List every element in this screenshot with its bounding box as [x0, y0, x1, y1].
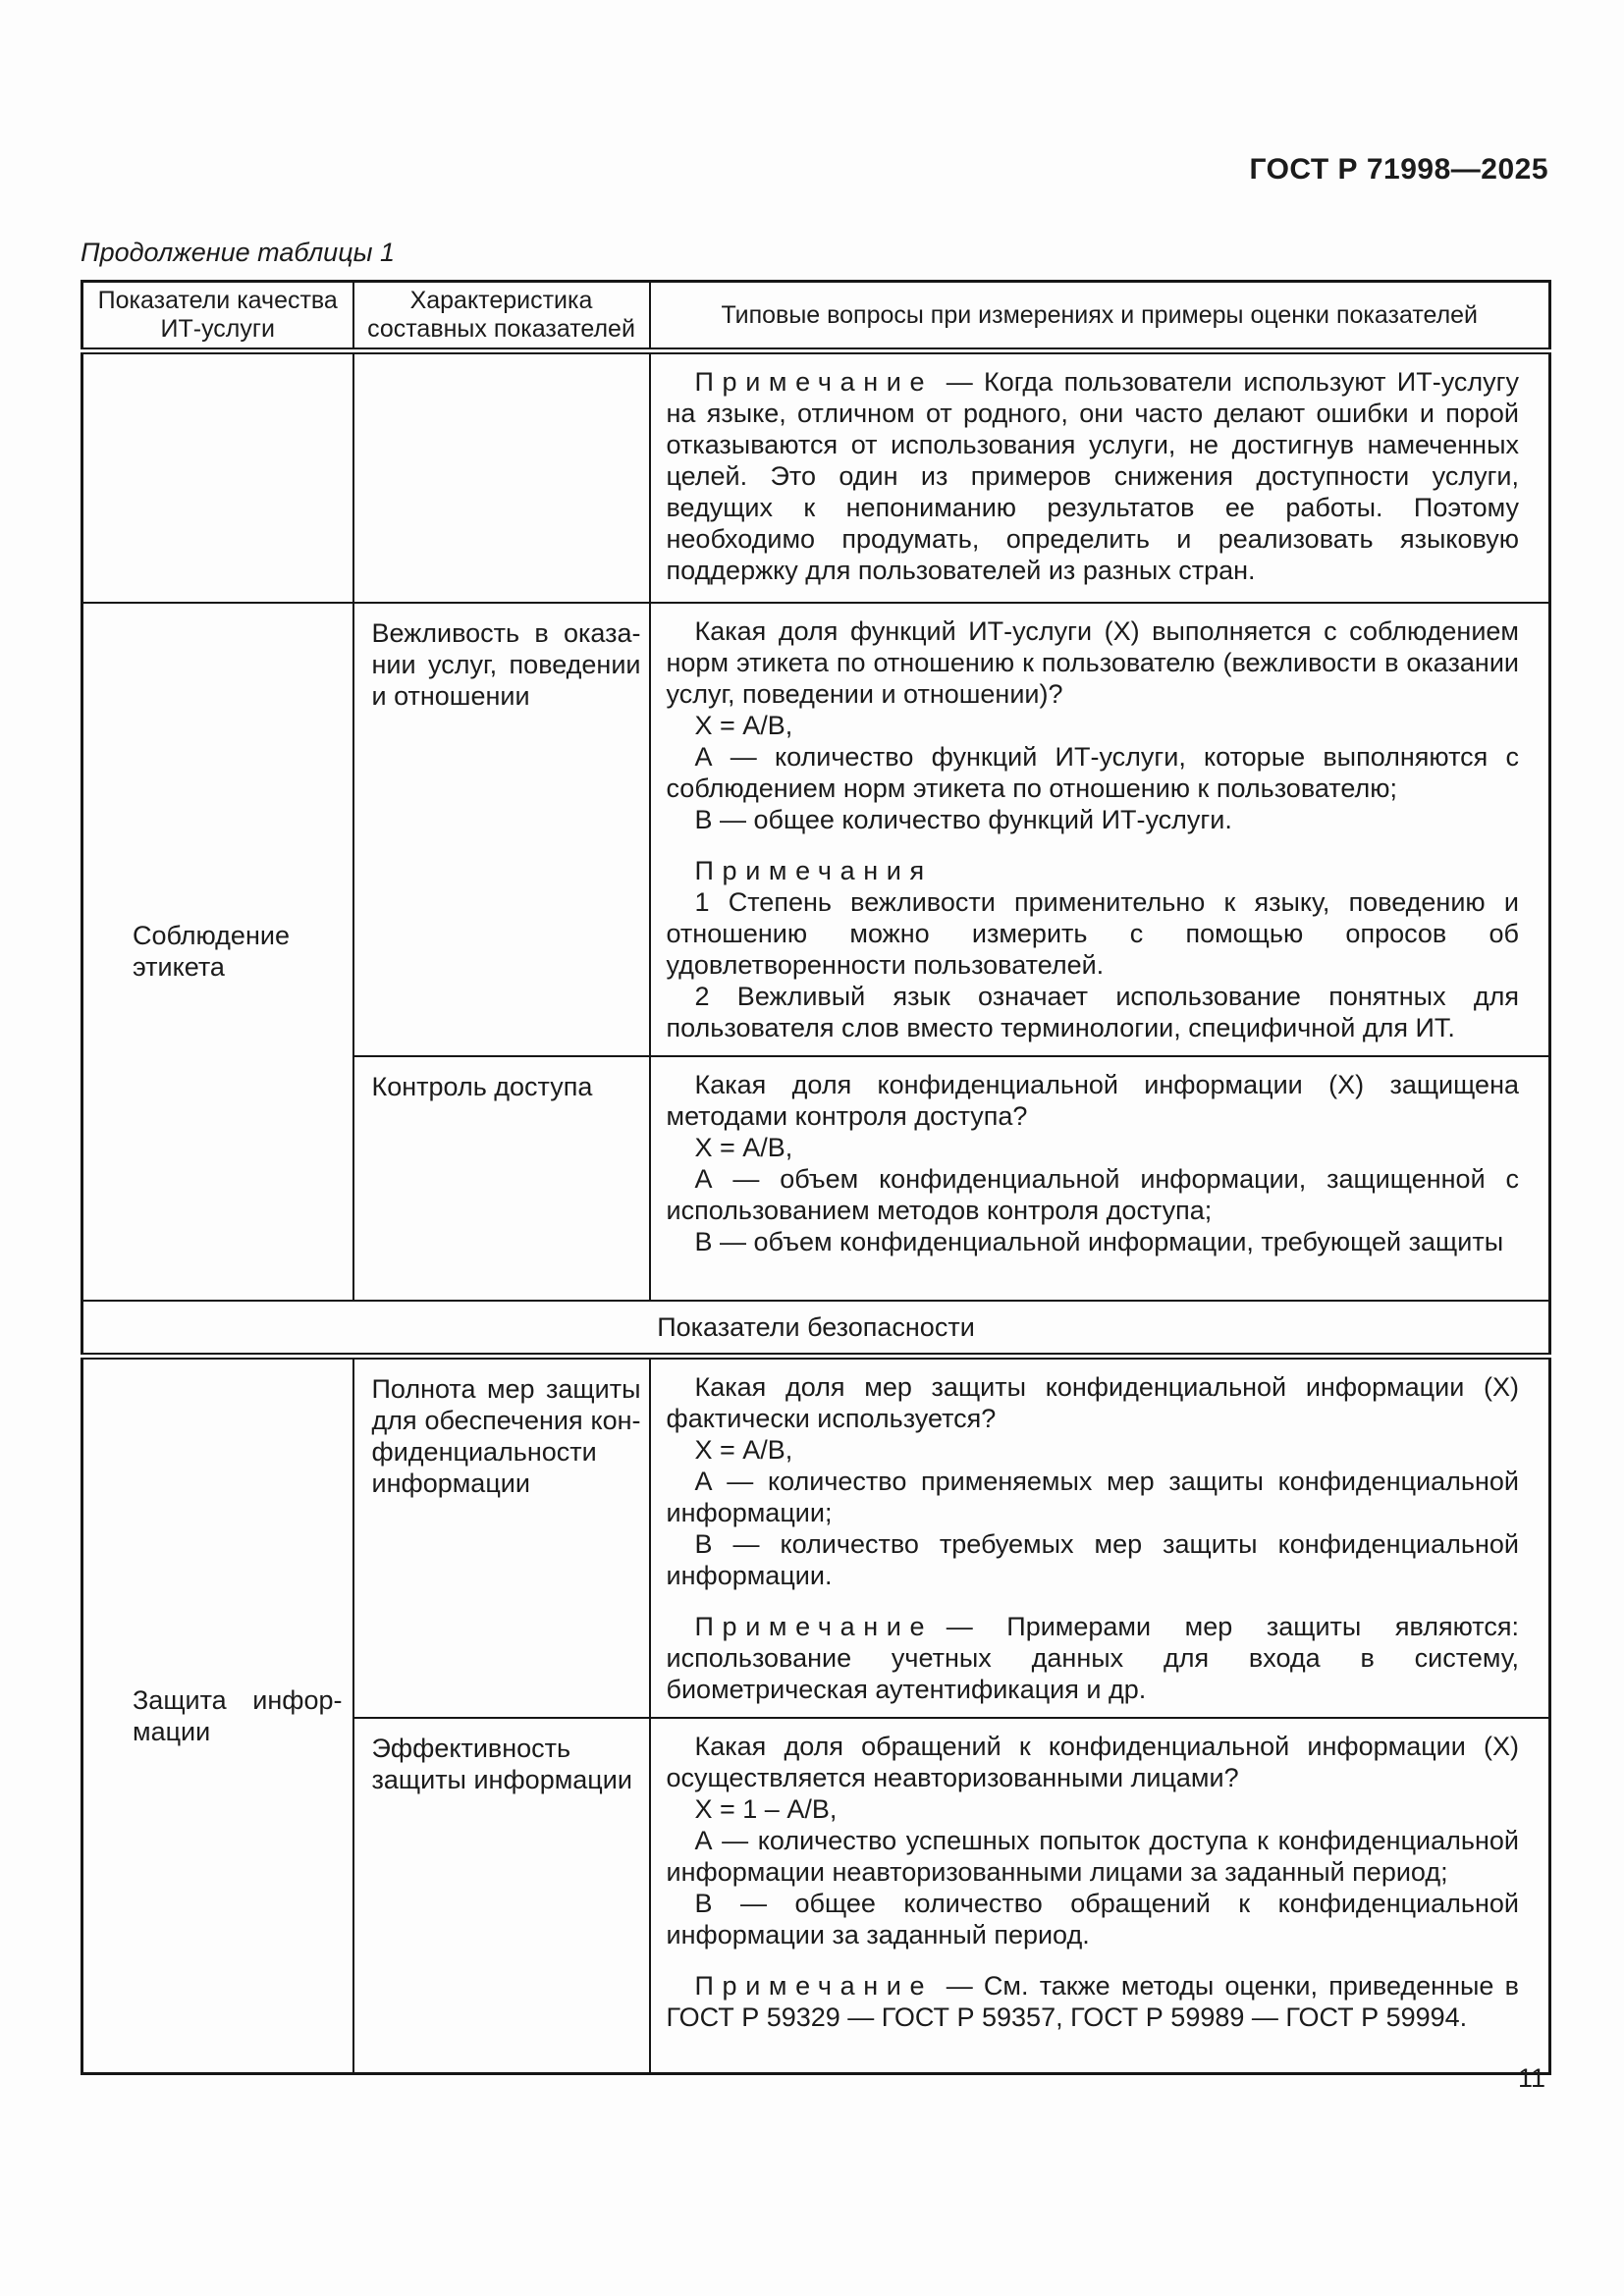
characteristic-politeness-cell: Вежливость в оказании услуг, поведении и отношении	[353, 603, 650, 1056]
question-paragraph: Какая доля обращений к конфиденциальной информации (X) осуществляется неавторизованными лицами?	[666, 1732, 1519, 1792]
question-paragraph: Какая доля конфиденциальной информации (X) защищена методами контроля доступа?	[666, 1069, 1519, 1131]
definition-b: В — общее количество функций ИТ-услуги.	[694, 804, 1232, 834]
carryover-note-cell	[650, 351, 1550, 603]
note-item: 2 Вежливый язык означает использование понятных для пользователя слов вместо терминологии, специфичной для ИТ.	[666, 981, 1519, 1042]
question-paragraph: Какая доля мер защиты конфиденциальной информации (X) фактически используется?	[666, 1372, 1519, 1433]
characteristic-access-control-cell: Контроль доступа	[353, 1056, 650, 1301]
note	[667, 366, 1520, 586]
definition-b: В — общее количество обращений к конфиденциальной информации за заданный период.	[666, 1889, 1519, 1949]
page-number: 11	[1517, 2063, 1545, 2093]
definition-a: А — количество функций ИТ-услуги, которые выполняются с соблюдением норм этикета по отношению к пользователю;	[666, 741, 1519, 803]
formula: X = 1 – А/В,	[694, 1794, 838, 1824]
note-label: Примечание	[694, 367, 934, 397]
note-label: Примечание	[694, 1971, 934, 2001]
note-text: — См. также методы оценки, приведенные в ГОСТ Р 59329 — ГОСТ Р 59357, ГОСТ Р 59989 — ГОСТ Р 59994.	[666, 1971, 1519, 2032]
doc-number: ГОСТ Р 71998—2025	[1249, 153, 1548, 186]
question-paragraph: Какая доля функций ИТ-услуги (X) выполняется с соблюдением норм этикета по отношению к пользователю (вежливости в оказании услуг, поведении и отношении)?	[666, 615, 1519, 709]
note-label: Примечание	[694, 1612, 934, 1641]
section-title-security: Показатели безопасности	[82, 1301, 1550, 1357]
note	[667, 1970, 1520, 2033]
note-text: — Когда пользователи используют ИТ-услугу на языке, отличном от родного, они часто делают ошибки и порой отказываются от использования услуги, не достигнув намеченных целей. Это один из примеров снижения доступности услуги, ведущих к непониманию результатов ее работы. Поэтому необходимо продумать, определить и реализовать языковую поддержку для пользователей из разных стран.	[666, 367, 1519, 585]
formula: X = А/В,	[694, 1132, 793, 1162]
carryover-empty-indicator-cell	[82, 351, 353, 603]
characteristic-protection-completeness-cell: Полнота мер защиты для обеспечения конфиденциальности информации	[353, 1357, 650, 1719]
notes-block	[667, 1611, 1520, 1705]
definition-b: В — количество требуемых мер защиты конфиденциальной информации.	[666, 1529, 1519, 1590]
question-access-control-cell	[650, 1056, 1550, 1301]
definition-a: А — количество применяемых мер защиты конфиденциальной информации;	[666, 1467, 1519, 1527]
table-caption: Продолжение таблицы 1	[81, 238, 396, 267]
notes-label: Примечания	[694, 855, 933, 885]
col-header-quality-indicators: Показатели качества ИТ-услуги	[82, 282, 353, 351]
notes-block	[667, 1970, 1520, 2033]
it-service-quality-table	[81, 280, 1551, 2075]
definition-a: А — количество успешных попыток доступа к конфиденциальной информации неавторизованными лицами за заданный период;	[666, 1826, 1519, 1887]
indicator-information-protection-cell: Защита информации	[82, 1357, 353, 2074]
col-header-typical-questions: Типовые вопросы при измерениях и примеры оценки показателей	[650, 282, 1550, 351]
row-politeness	[82, 603, 1550, 1056]
question-protection-effectiveness-cell	[650, 1718, 1550, 2073]
carryover-empty-characteristic-cell	[353, 351, 650, 603]
formula: X = А/В,	[694, 1435, 793, 1465]
definition-b: В — объем конфиденциальной информации, требующей защиты	[694, 1226, 1504, 1256]
characteristic-protection-effectiveness-cell: Эффективность защиты информации	[353, 1718, 650, 2073]
table-header-row	[82, 282, 1550, 351]
note-item: 1 Степень вежливости применительно к языку, поведению и отношению можно измерить с помощью опросов об удовлетворенности пользователей.	[666, 886, 1519, 980]
definition-a: А — объем конфиденциальной информации, защищенной с использованием методов контроля доступа;	[666, 1163, 1519, 1225]
carryover-row	[82, 351, 1550, 603]
note-text: — Примерами мер защиты являются: использование учетных данных для входа в систему, биометрическая аутентификация и др.	[666, 1612, 1519, 1704]
notes-block	[667, 855, 1520, 1043]
note	[667, 1611, 1520, 1705]
col-header-characteristic: Характеристика составных показателей	[353, 282, 650, 351]
section-row-security	[82, 1301, 1550, 1357]
question-protection-completeness-cell	[650, 1357, 1550, 1719]
row-protection-completeness	[82, 1357, 1550, 1719]
formula: X = А/В,	[694, 710, 793, 740]
indicator-etiquette-cell: Соблюдение этикета	[82, 603, 353, 1301]
question-politeness-cell	[650, 603, 1550, 1056]
